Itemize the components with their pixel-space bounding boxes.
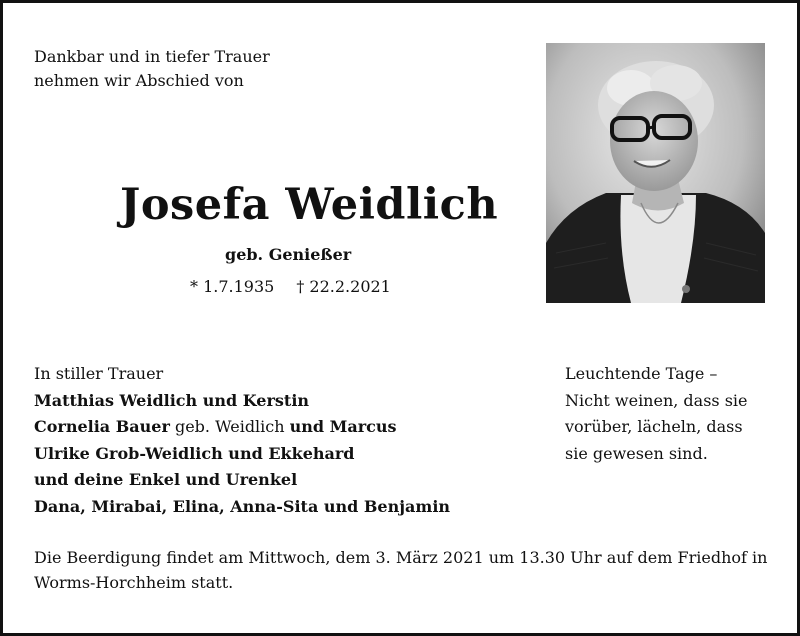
funeral-line-2: Worms-Horchheim statt. — [34, 573, 234, 592]
funeral-notice — [34, 545, 767, 595]
mourner-line-2 — [34, 414, 450, 441]
portrait-photo — [546, 43, 765, 303]
quote-line-1: Leuchtende Tage – — [565, 364, 718, 383]
death-date: † 22.2.2021 — [296, 277, 391, 296]
mourner-line-1: Matthias Weidlich und Kerstin — [34, 390, 310, 410]
mourner-line-2-name: Cornelia Bauer — [34, 417, 170, 436]
quote-line-3: vorüber, lächeln, dass — [565, 417, 743, 436]
maiden-name: geb. Genießer — [225, 245, 352, 264]
deceased-name: Josefa Weidlich — [120, 180, 499, 230]
quote-line-2: Nicht weinen, dass sie — [565, 390, 748, 410]
mourner-line-5: Dana, Mirabai, Elina, Anna-Sita und Benjamin — [34, 496, 451, 516]
intro-text — [34, 45, 270, 93]
quote-line-4: sie gewesen sind. — [565, 443, 708, 463]
intro-line-2: nehmen wir Abschied von — [34, 71, 244, 90]
mourner-line-4: und deine Enkel und Urenkel — [34, 470, 298, 489]
mourners-heading: In stiller Trauer — [34, 364, 164, 383]
mourner-line-3: Ulrike Grob-Weidlich und Ekkehard — [34, 443, 355, 463]
birth-date: * 1.7.1935 — [190, 277, 275, 296]
mourner-line-2-partner: und Marcus — [289, 417, 397, 436]
memorial-quote — [565, 361, 748, 467]
life-dates — [190, 276, 391, 298]
mourners-list — [34, 361, 450, 520]
funeral-line-1: Die Beerdigung findet am Mittwoch, dem 3. März 2021 um 13.30 Uhr auf dem Friedhof in — [34, 548, 768, 567]
portrait-image — [546, 43, 765, 303]
mourner-line-2-maiden: geb. Weidlich — [169, 417, 290, 436]
intro-line-1: Dankbar und in tiefer Trauer — [34, 47, 270, 66]
